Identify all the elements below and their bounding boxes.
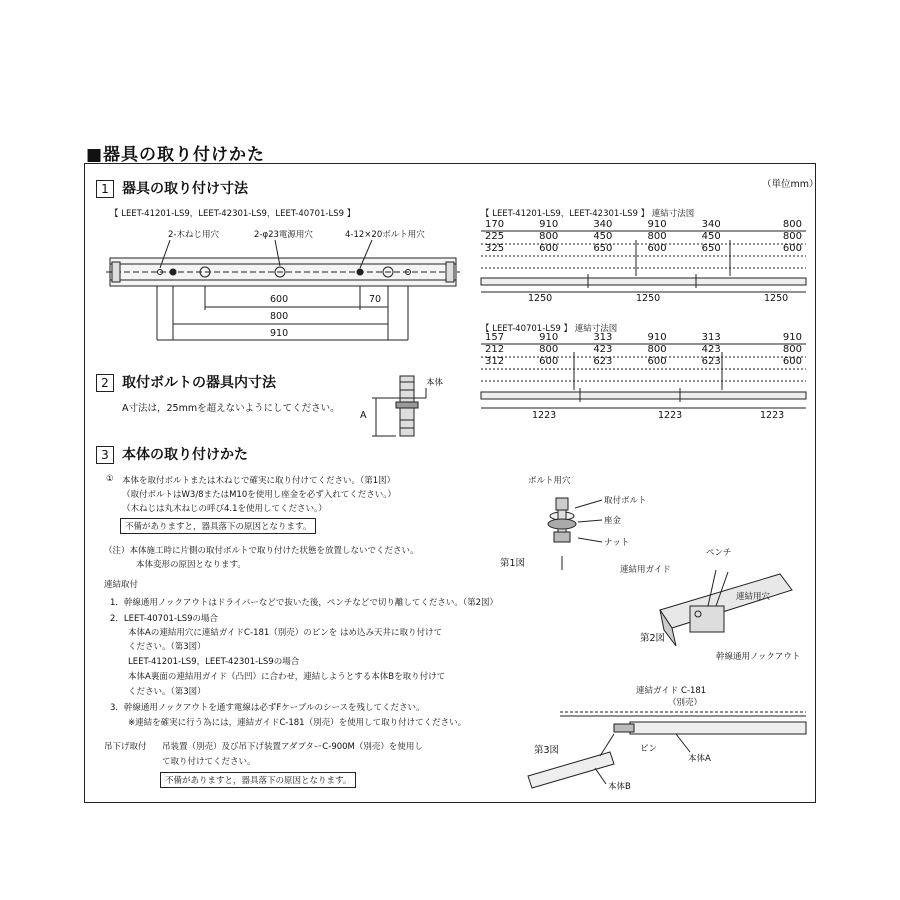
cell: 450 xyxy=(701,231,721,242)
page-title: ■器具の取り付けかた xyxy=(86,145,266,165)
cell: 340 xyxy=(701,219,721,230)
fig3-label: 第3図 xyxy=(534,745,560,756)
label-body: 本体 xyxy=(426,378,444,388)
joint-1-bottom-3: 1250 xyxy=(764,293,789,304)
fig3-sold-label: （別売） xyxy=(668,698,703,708)
cell: 313 xyxy=(701,332,721,343)
unit-label: （単位mm） xyxy=(762,179,819,190)
section-1-number: 1 xyxy=(96,180,114,198)
table-row xyxy=(481,219,806,231)
fig2-pliers-label: ペンチ xyxy=(706,548,732,558)
instruction-2d: 本体A裏面の連結用ガイド（凸凹）に合わせ，連結しようとする本体Bを取り付けて xyxy=(128,672,446,682)
joint-2-bottom-2: 1223 xyxy=(658,410,683,421)
table-row xyxy=(481,243,806,255)
label-bolt-hole: 4-12×20ボルト用穴 xyxy=(345,230,425,240)
note-line-1: （注）本体施工時に片側の取付ボルトで取り付けた状態を放置しないでください。 xyxy=(104,546,419,556)
cell: 623 xyxy=(701,356,721,367)
dim-600: 600 xyxy=(270,294,289,305)
cell: 623 xyxy=(593,356,613,367)
fixture-top-view xyxy=(106,240,460,340)
figure-2-drawing xyxy=(660,570,792,646)
instruction-2e: ください。（第3図） xyxy=(128,687,206,697)
fig1-nut-label: ナット xyxy=(604,538,630,548)
section-3-title: 本体の取り付けかた xyxy=(122,447,248,463)
cell: 600 xyxy=(782,243,802,254)
figure-3-drawing xyxy=(528,712,806,788)
instruction-3: 3．幹線通用ノックアウトを通す電線は必ずFケーブルのシースを残してください。 xyxy=(110,703,425,713)
cell: 800 xyxy=(539,231,559,242)
bolt-diagram xyxy=(372,376,426,436)
cell: 313 xyxy=(593,332,613,343)
cell: 600 xyxy=(782,356,802,367)
cell: 423 xyxy=(593,344,613,355)
table-row xyxy=(481,344,806,356)
renketsu-label: 連結取付 xyxy=(104,580,139,590)
para-1-line-3: （木ねじは丸木ねじの呼び4.1を使用してください。） xyxy=(122,504,327,514)
label-wood-screw-hole: 2-木ねじ用穴 xyxy=(168,230,219,240)
section-1-heading xyxy=(96,178,248,198)
dim-70: 70 xyxy=(369,294,382,305)
joint-1-bottom-2: 1250 xyxy=(636,293,661,304)
section-2-note: A寸法は，25mmを超えないようにしてください。 xyxy=(122,403,340,414)
cell: 910 xyxy=(782,332,802,343)
cell: 800 xyxy=(647,344,667,355)
note-line-2: 本体変形の原因となります。 xyxy=(136,560,246,570)
fig2-guide-label: 連結用ガイド xyxy=(620,565,671,575)
cell: 600 xyxy=(539,356,559,367)
joint-2-title: 【 LEET-40701-LS9 】 連結寸法図 xyxy=(481,324,618,334)
suspension-line-2: て取り付けてください。 xyxy=(162,757,256,767)
dim-910: 910 xyxy=(270,328,289,339)
cell: 910 xyxy=(647,332,667,343)
para-1-line-1: 本体を取付ボルトまたは木ねじで確実に取り付けてください。（第1図） xyxy=(122,476,396,486)
joint-1-bottom-1: 1250 xyxy=(528,293,553,304)
cell: 800 xyxy=(782,344,802,355)
section-1-title: 器具の取り付け寸法 xyxy=(122,181,248,197)
section-2-title: 取付ボルトの器具内寸法 xyxy=(122,375,276,391)
instruction-2: 2．LEET-40701-LS9の場合 xyxy=(110,614,219,624)
section-2-heading xyxy=(96,372,276,392)
cell: 170 xyxy=(485,219,505,230)
table-row xyxy=(481,332,806,344)
joint-1-title: 【 LEET-41201-LS9，LEET-42301-LS9 】 連結寸法図 xyxy=(481,209,695,219)
label-a: A xyxy=(360,410,367,421)
joint-2-bottom-3: 1223 xyxy=(760,410,785,421)
cell: 212 xyxy=(485,344,505,355)
warning-box-2: 不備がありますと，器具落下の原因となります。 xyxy=(160,772,356,788)
fig3-body-a-label: 本体A xyxy=(688,754,711,764)
fig3-pin-label: ピン xyxy=(640,744,658,754)
figure-1-drawing xyxy=(548,498,602,570)
cell: 800 xyxy=(782,219,802,230)
para-1-line-2: （取付ボルトはW3/8またはM10を使用し座金を必ず入れてください。） xyxy=(122,490,396,500)
instruction-2c: LEET-41201-LS9，LEET-42301-LS9の場合 xyxy=(128,657,300,667)
cell: 340 xyxy=(593,219,613,230)
section-3-number: 3 xyxy=(96,446,114,464)
cell: 225 xyxy=(485,231,505,242)
joint-2-table xyxy=(481,332,806,368)
para-1-number: ① xyxy=(106,474,114,484)
fig1-bolt-hole-label: ボルト用穴 xyxy=(528,476,571,486)
cell: 910 xyxy=(539,219,559,230)
suspension-label: 吊下げ取付 xyxy=(104,742,147,752)
fig1-bolt-label: 取付ボルト xyxy=(604,496,647,506)
fig1-label: 第1図 xyxy=(500,558,526,569)
cell: 800 xyxy=(539,344,559,355)
instruction-1: 1．幹線通用ノックアウトはドライバーなどで抜いた後，ペンチなどで切り離してください。（第2図） xyxy=(110,598,499,608)
table-row xyxy=(481,231,806,243)
cell: 910 xyxy=(647,219,667,230)
fig2-hole-label: 連結用穴 xyxy=(736,592,771,602)
table-row xyxy=(481,356,806,368)
fig2-knockout-label: 幹線通用ノックアウト xyxy=(716,652,801,662)
cell: 157 xyxy=(485,332,505,343)
cell: 800 xyxy=(782,231,802,242)
joint-1-table xyxy=(481,219,806,255)
cell: 650 xyxy=(701,243,721,254)
section-1-models: 【 LEET-41201-LS9，LEET-42301-LS9，LEET-40701-LS9 】 xyxy=(110,209,356,219)
instruction-2a: 本体Aの連結用穴に連結ガイドC-181（別売）のピンを はめ込み天井に取り付けて xyxy=(128,628,442,638)
cell: 423 xyxy=(701,344,721,355)
cell: 450 xyxy=(593,231,613,242)
fig2-label: 第2図 xyxy=(640,633,666,644)
cell: 600 xyxy=(539,243,559,254)
fig3-body-b-label: 本体B xyxy=(608,782,631,792)
cell: 650 xyxy=(593,243,613,254)
instruction-2b: ください。（第3図） xyxy=(128,642,206,652)
instruction-3a: ※連結を確実に行う為には，連結ガイドC-181（別売）を使用して取り付けてください。 xyxy=(128,718,467,728)
section-3-heading xyxy=(96,444,248,464)
suspension-line-1: 吊装置（別売）及び吊下げ装置アダプターC-900M（別売）を使用し xyxy=(162,742,423,752)
cell: 800 xyxy=(647,231,667,242)
warning-box-1: 不備がありますと，器具落下の原因となります。 xyxy=(120,518,316,534)
cell: 910 xyxy=(539,332,559,343)
joint-2-bottom-1: 1223 xyxy=(532,410,557,421)
label-power-hole: 2-φ23電源用穴 xyxy=(254,230,313,240)
fig1-washer-label: 座金 xyxy=(604,516,622,526)
cell: 312 xyxy=(485,356,505,367)
fig3-guide-label: 連結ガイド C-181 xyxy=(636,686,707,696)
cell: 600 xyxy=(647,243,667,254)
cell: 600 xyxy=(647,356,667,367)
dim-800: 800 xyxy=(270,311,289,322)
section-2-number: 2 xyxy=(96,374,114,392)
cell: 325 xyxy=(485,243,505,254)
